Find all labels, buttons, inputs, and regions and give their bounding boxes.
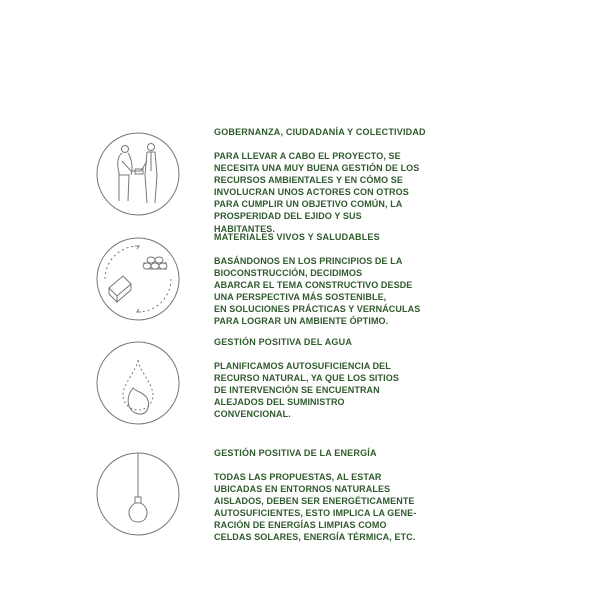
section-water	[214, 336, 424, 420]
section-body: BASÁNDONOS EN LOS PRINCIPIOS DE LA BIOCONSTRUCCIÓN, DECIDIMOS ABARCAR EL TEMA CONSTRUCTIVO DESDE UNA PERSPECTIVA MÁS SOSTENIBLE, EN SOLUCIONES PRÁCTICAS Y VERNÁCULAS PARA LOGRAR UN AMBIENTE ÓPTIMO.	[214, 256, 421, 327]
section-heading: MATERIALES VIVOS Y SALUDABLES	[214, 232, 380, 242]
section-body: PARA LLEVAR A CABO EL PROYECTO, SE NECESITA UNA MUY BUENA GESTIÓN DE LOS RECURSOS AMBIENTALES Y EN CÓMO SE INVOLUCRAN UNOS ACTORES CON OTROS PARA CUMPLIR UN OBJETIVO COMÚN, LA PROSPERIDAD DEL EJIDO Y SUS HABITANTES.	[214, 151, 420, 234]
section-heading: GESTIÓN POSITIVA DE LA ENERGÍA	[214, 448, 377, 458]
section-heading: GOBERNANZA, CIUDADANÍA Y COLECTIVIDAD	[214, 127, 426, 137]
light-bulb-icon	[95, 451, 181, 537]
section-energy	[214, 447, 424, 544]
section-governance	[214, 126, 424, 235]
section-heading: GESTIÓN POSITIVA DEL AGUA	[214, 337, 353, 347]
section-body: PLANIFICAMOS AUTOSUFICIENCIA DEL RECURSO NATURAL, YA QUE LOS SITIOS DE INTERVENCIÓN SE ENCUENTRAN ALEJADOS DEL SUMINISTRO CONVENCIONAL.	[214, 361, 399, 420]
handshake-icon	[95, 131, 181, 217]
section-body: TODAS LAS PROPUESTAS, AL ESTAR UBICADAS EN ENTORNOS NATURALES AISLADOS, DEBEN SER ENERGÉTICAMENTE AUTOSUFICIENTES, ESTO IMPLICA LA GENE- RACIÓN DE ENERGÍAS LIMPIAS COMO CELDAS SOLARES, ENERGÍA TÉRMICA, ETC.	[214, 472, 417, 543]
section-materials	[214, 231, 424, 328]
building-materials-icon	[95, 236, 181, 322]
water-drop-icon	[95, 340, 181, 426]
